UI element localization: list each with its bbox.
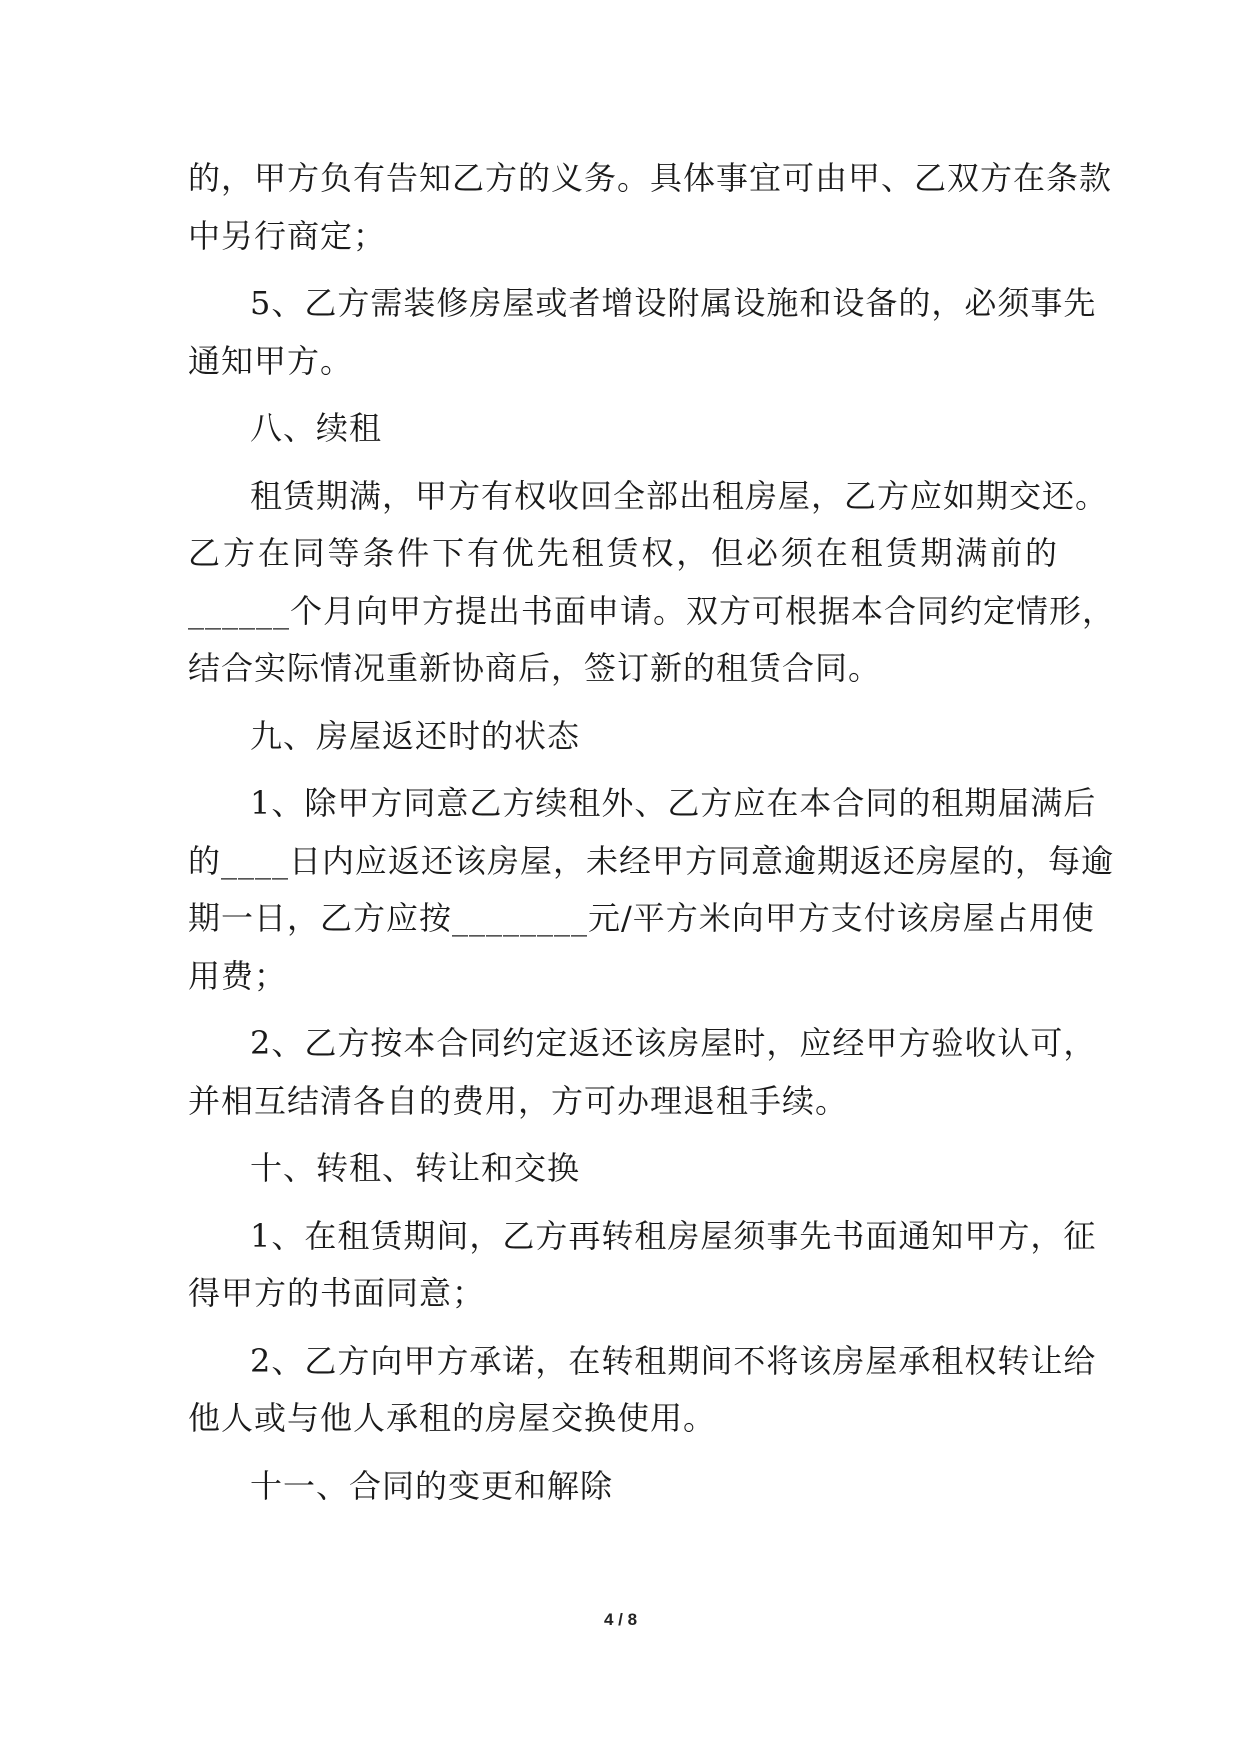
text-line: 乙方在同等条件下有优先租赁权，但必须在租赁期满前的 [188,534,1058,572]
paragraph-start-line: 2、乙方按本合同约定返还该房屋时，应经甲方验收认可， [250,1024,1097,1062]
section-heading: 十、转租、转让和交换 [250,1149,581,1187]
text-line: 他人或与他人承租的房屋交换使用。 [188,1399,717,1437]
section-heading: 八、续租 [250,409,383,447]
text-line: 结合实际情况重新协商后，签订新的租赁合同。 [188,649,882,687]
text-line: 的____日内应返还该房屋，未经甲方同意逾期返还房屋的，每逾 [188,841,1115,880]
paragraph-start-line: 1、除甲方同意乙方续租外、乙方应在本合同的租期届满后 [250,784,1097,822]
text-line: 通知甲方。 [188,341,354,380]
paragraph-start-line: 5、乙方需装修房屋或者增设附属设施和设备的，必须事先 [250,284,1097,322]
section-heading: 九、房屋返还时的状态 [250,716,581,755]
paragraph-start-line: 1、在租赁期间，乙方再转租房屋须事先书面通知甲方，征 [250,1216,1097,1255]
document-body [188,150,1116,1515]
text-line: ______个月向甲方提出书面申请。双方可根据本合同约定情形， [188,591,1116,630]
text-line: 用费； [188,956,288,995]
text-line: 并相互结清各自的费用，方可办理退租手续。 [188,1081,849,1120]
page-number: 4 / 8 [603,1610,638,1629]
text-line: 期一日，乙方应按________元/平方米向甲方支付该房屋占用使 [188,899,1095,937]
paragraph-start-line: 2、乙方向甲方承诺，在转租期间不将该房屋承租权转让给 [250,1341,1097,1380]
paragraph-start-line: 租赁期满，甲方有权收回全部出租房屋，乙方应如期交还。 [250,476,1109,515]
text-line: 的，甲方负有告知乙方的义务。具体事宜可由甲、乙双方在条款 [188,159,1113,197]
text-line: 中另行商定； [188,216,387,255]
text-line: 得甲方的书面同意； [188,1274,486,1312]
section-heading: 十一、合同的变更和解除 [250,1466,614,1505]
